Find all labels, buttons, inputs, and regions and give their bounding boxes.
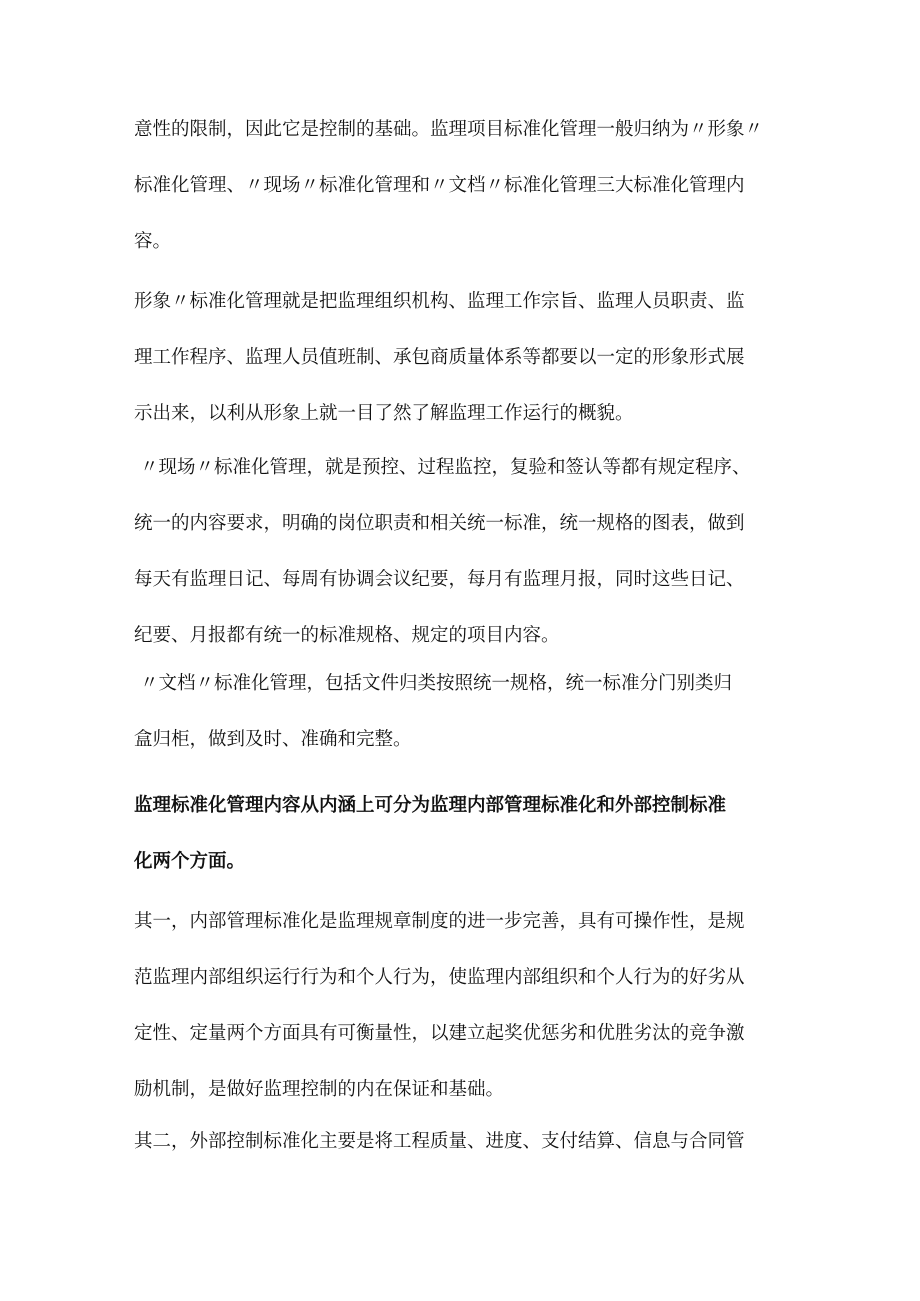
text-line: 纪要、月报都有统一的标准规格、规定的项目内容。 xyxy=(134,625,560,646)
text-line: 容。 xyxy=(134,231,172,252)
text-line: 励机制，是做好监理控制的内在保证和基础。 xyxy=(134,1079,505,1100)
text-line: 标准化管理、〃现场〃标准化管理和〃文档〃标准化管理三大标准化管理内 xyxy=(134,175,745,196)
text-line: 范监理内部组织运行行为和个人行为，使监理内部组织和个人行为的好劣从 xyxy=(134,967,745,988)
text-line: 每天有监理日记、每周有协调会议纪要，每月有监理月报，同时这些日记、 xyxy=(134,569,745,590)
text-line: 化两个方面。 xyxy=(134,851,246,872)
text-line: 理工作程序、监理人员值班制、承包商质量体系等都要以一定的形象形式展 xyxy=(134,347,745,368)
text-line: 其一，内部管理标准化是监理规章制度的进一步完善，具有可操作性，是规 xyxy=(134,911,745,932)
text-line: 形象〃标准化管理就是把监理组织机构、监理工作宗旨、监理人员职责、监 xyxy=(134,291,745,312)
text-line: 意性的限制，因此它是控制的基础。监理项目标准化管理一般归纳为〃形象〃 xyxy=(134,119,764,140)
text-line: 其二，外部控制标准化主要是将工程质量、进度、支付结算、信息与合同管 xyxy=(134,1131,745,1152)
paragraph-internal-management xyxy=(134,894,806,1118)
text-line: 〃现场〃标准化管理，就是预控、过程监控，复验和签认等都有规定程序、 xyxy=(140,457,751,478)
text-line: 示出来，以利从形象上就一目了然了解监理工作运行的概貌。 xyxy=(134,403,634,424)
paragraph-document-standardization xyxy=(134,656,812,768)
text-line: 定性、定量两个方面具有可衡量性，以建立起奖优惩劣和优胜劣汰的竞争激 xyxy=(134,1023,745,1044)
text-line: 监理标准化管理内容从内涵上可分为监理内部管理标准化和外部控制标准 xyxy=(134,795,727,816)
paragraph-external-control xyxy=(134,1114,806,1170)
paragraph-image-standardization xyxy=(134,274,806,442)
text-line: 〃文档〃标准化管理，包括文件归类按照统一规格，统一标准分门别类归 xyxy=(140,673,733,694)
section-heading xyxy=(134,778,806,890)
text-line: 统一的内容要求，明确的岗位职责和相关统一标准，统一规格的图表，做到 xyxy=(134,513,745,534)
paragraph-intro-limits xyxy=(134,102,806,270)
paragraph-site-standardization xyxy=(134,440,812,664)
text-line: 盒归柜，做到及时、准确和完整。 xyxy=(134,729,412,750)
